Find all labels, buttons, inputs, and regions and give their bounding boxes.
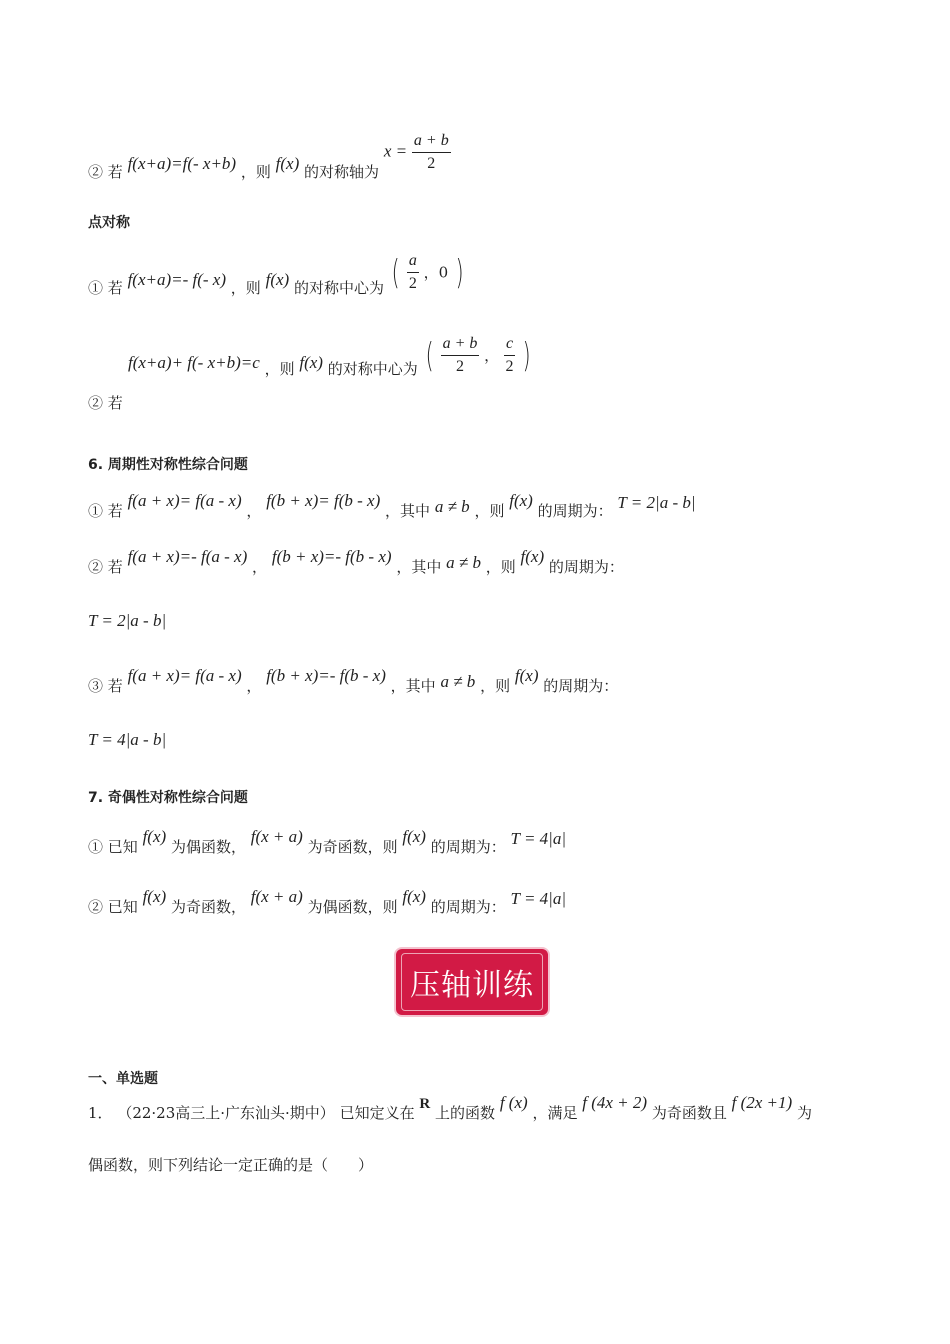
fraction-c-over-2 [504, 333, 515, 378]
point-symmetry-item-2-prefix: ② 若 [88, 394, 123, 412]
text-desc: 的周期为： [543, 677, 619, 695]
section-6-item-2-result: T = 2|a - b| [88, 611, 167, 630]
formula-neq: a ≠ b [434, 497, 470, 516]
text-sep: ， [246, 502, 262, 520]
formula-lhs: x = [383, 141, 408, 161]
formula-fx: f(x) [142, 887, 167, 906]
formula-f-2x-plus-1: f (2x +1) [731, 1093, 793, 1112]
fraction-numerator: a + b [412, 130, 451, 153]
text-then: ，则 [485, 558, 516, 576]
section-7-item-1 [88, 826, 567, 856]
text-desc: 的周期为： [430, 838, 506, 856]
item-prefix: ② 已知 [88, 898, 138, 916]
formula-fx: f(x) [299, 352, 323, 372]
item-prefix: ① 已知 [88, 838, 138, 856]
text-desc-2: 为奇函数，则 [307, 838, 398, 856]
formula-condition: f(x+a)=- f(- x) [127, 269, 227, 289]
text-part-3: ，满足 [532, 1104, 578, 1122]
text-desc: 的周期为： [548, 558, 624, 576]
heading-section-6: 6. 周期性对称性综合问题 [88, 457, 248, 473]
section-7-item-2 [88, 886, 567, 916]
formula-fx: f (x) [499, 1093, 528, 1112]
text-desc-1: 为偶函数， [170, 838, 246, 856]
text-mid: ，其中 [396, 558, 442, 576]
practice-stamp-banner [396, 949, 548, 1015]
text-then: ，则 [240, 162, 271, 181]
text-sep: ， [246, 677, 262, 695]
right-paren: ) [522, 335, 531, 376]
fraction-denominator: 2 [427, 155, 436, 172]
formula-result: T = 4|a| [510, 889, 567, 908]
item-prefix: ① 若 [88, 278, 123, 297]
text-desc: 的对称中心为 [327, 359, 418, 378]
text-part-1: 已知定义在 [339, 1104, 415, 1122]
text-desc: 的周期为： [430, 898, 506, 916]
set-R: R [419, 1096, 431, 1112]
stamp-text: 压轴训练 [401, 953, 543, 1011]
section-6-item-1 [88, 490, 696, 520]
left-paren: ( [391, 252, 400, 293]
text-desc-2: 为偶函数，则 [307, 898, 398, 916]
point-symmetry-item-2 [128, 333, 533, 378]
comma: ， [484, 346, 500, 365]
formula-neq: a ≠ b [440, 672, 476, 691]
section-6-item-2 [88, 546, 624, 576]
fraction-numerator: a [407, 250, 419, 273]
formula-fx-plus-a: f(x + a) [250, 827, 303, 846]
fraction-denominator: 2 [505, 358, 514, 375]
formula-fx: f(x) [520, 547, 545, 566]
text-desc-1: 为奇函数， [170, 898, 246, 916]
formula-fx: f(x) [265, 269, 290, 289]
heading-section-7: 7. 奇偶性对称性综合问题 [88, 790, 248, 806]
formula-fx: f(x) [142, 827, 167, 846]
text-part-5: 为 [796, 1104, 812, 1122]
fraction-a-plus-b-over-2 [412, 130, 451, 175]
formula-condition: f(x+a)=f(- x+b) [127, 153, 237, 173]
text-then: ，则 [264, 359, 295, 378]
text-then: ，则 [474, 502, 505, 520]
formula-f-4x-plus-2: f (4x + 2) [582, 1093, 648, 1112]
question-number: 1． [88, 1104, 113, 1122]
item-prefix: ② 若 [88, 558, 123, 576]
text-desc: 的周期为： [537, 502, 613, 520]
text-then: ，则 [480, 677, 511, 695]
left-paren: ( [425, 335, 434, 376]
fraction-a-plus-b-over-2 [441, 333, 480, 378]
formula-condition-2: f(b + x)=- f(b - x) [266, 666, 386, 685]
text-part-2: 上的函数 [435, 1104, 496, 1122]
fraction-numerator: a + b [441, 333, 480, 356]
formula-fx-plus-a: f(x + a) [250, 887, 303, 906]
formula-result: T = 4|a| [510, 829, 567, 848]
formula-condition: f(x+a)+ f(- x+b)=c [128, 352, 260, 372]
formula-result: T = 2|a - b| [617, 493, 696, 512]
heading-point-symmetry: 点对称 [88, 215, 130, 231]
formula-fx: f(x) [275, 153, 300, 173]
text-sep: ， [252, 558, 268, 576]
formula-condition-2: f(b + x)= f(b - x) [266, 491, 381, 510]
text-mid: ，其中 [385, 502, 431, 520]
fraction-denominator: 2 [408, 275, 417, 292]
formula-condition-1: f(a + x)= f(a - x) [127, 666, 242, 685]
point-symmetry-item-1 [88, 250, 466, 295]
text-part-4: 为奇函数且 [651, 1104, 727, 1122]
text-desc: 的对称中心为 [293, 278, 384, 297]
formula-fx: f(x) [402, 827, 426, 846]
formula-condition-2: f(b + x)=- f(b - x) [271, 547, 392, 566]
item-prefix: ③ 若 [88, 677, 123, 695]
formula-fx: f(x) [402, 887, 426, 906]
right-paren: ) [455, 252, 464, 293]
formula-fx: f(x) [514, 666, 539, 685]
heading-single-choice: 一、单选题 [88, 1071, 158, 1087]
item-prefix: ① 若 [88, 502, 123, 520]
axis-symmetry-item-2 [88, 130, 451, 181]
text-desc: 的对称轴为 [304, 162, 380, 181]
question-1-line-2: 偶函数，则下列结论一定正确的是（ ） [88, 1156, 374, 1174]
fraction-a-over-2 [407, 250, 419, 295]
item-prefix: ② 若 [88, 162, 123, 181]
fraction-denominator: 2 [455, 358, 464, 375]
section-6-item-3-result: T = 4|a - b| [88, 730, 167, 749]
question-source: （22·23高三上·广东汕头·期中） [117, 1104, 335, 1122]
text-then: ，则 [230, 278, 261, 297]
formula-neq: a ≠ b [446, 553, 481, 572]
text-tail: ，0 [423, 263, 449, 282]
text-mid: ，其中 [390, 677, 436, 695]
question-1-line-1 [88, 1092, 812, 1122]
section-6-item-3 [88, 665, 619, 695]
fraction-numerator: c [504, 333, 515, 356]
formula-condition-1: f(a + x)=- f(a - x) [127, 547, 248, 566]
formula-fx: f(x) [509, 491, 533, 510]
formula-condition-1: f(a + x)= f(a - x) [127, 491, 242, 510]
